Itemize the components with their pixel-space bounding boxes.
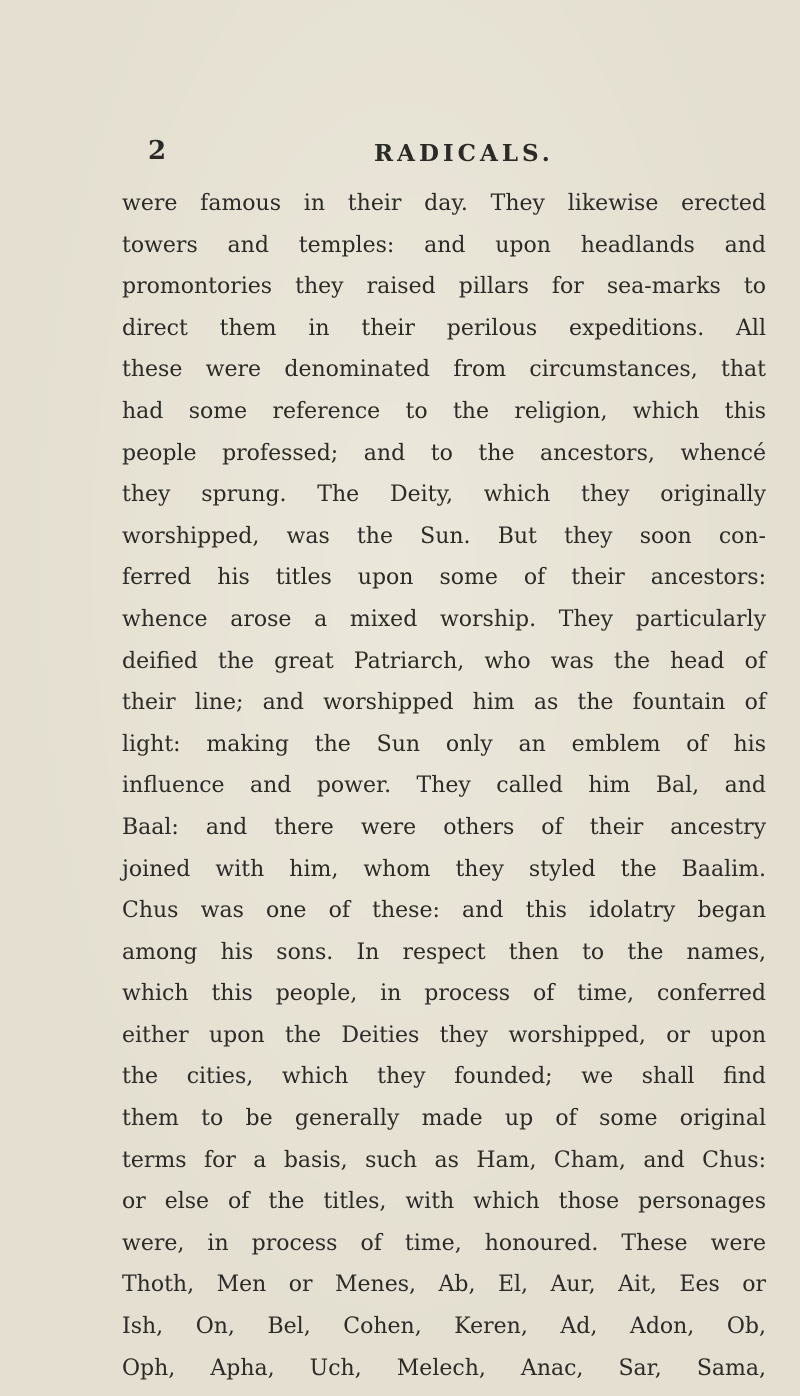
text-line: promontories they raised pillars for sea-marks to xyxy=(122,274,766,300)
body-text xyxy=(122,183,766,1389)
text-line: whence arose a mixed worship. They particularly xyxy=(122,606,766,632)
text-line: the cities, which they founded; we shall find xyxy=(122,1064,766,1090)
text-line: direct them in their perilous expeditions. All xyxy=(122,315,766,341)
text-line: these were denominated from circumstances, that xyxy=(122,357,766,383)
text-line: joined with him, whom they styled the Baalim. xyxy=(122,856,766,882)
text-line: towers and temples: and upon headlands and xyxy=(122,232,766,258)
text-line: or else of the titles, with which those personages xyxy=(122,1189,766,1215)
text-line: influence and power. They called him Bal, and xyxy=(122,773,766,799)
text-line: Thoth, Men or Menes, Ab, El, Aur, Ait, Ees or xyxy=(122,1272,766,1298)
text-line: worshipped, was the Sun. But they soon con- xyxy=(122,523,766,549)
text-line: deified the great Patriarch, who was the head of xyxy=(122,648,766,674)
text-line: them to be generally made up of some original xyxy=(122,1106,766,1132)
page-header xyxy=(136,136,766,176)
text-line: Oph, Apha, Uch, Melech, Anac, Sar, Sama, xyxy=(122,1355,766,1381)
text-line: ferred his titles upon some of their ancestors: xyxy=(122,565,766,591)
text-line: had some reference to the religion, which this xyxy=(122,398,766,424)
text-line: were, in process of time, honoured. These were xyxy=(122,1230,766,1256)
text-line: terms for a basis, such as Ham, Cham, and Chus: xyxy=(122,1147,766,1173)
text-line: light: making the Sun only an emblem of his xyxy=(122,731,766,757)
page-number: 2 xyxy=(148,136,167,166)
text-line: their line; and worshipped him as the fountain of xyxy=(122,690,766,716)
text-line: Ish, On, Bel, Cohen, Keren, Ad, Adon, Ob, xyxy=(122,1314,766,1340)
text-line: among his sons. In respect then to the names, xyxy=(122,939,766,965)
text-line: Chus was one of these: and this idolatry began xyxy=(122,898,766,924)
text-line: which this people, in process of time, conferred xyxy=(122,981,766,1007)
text-line: they sprung. The Deity, which they originally xyxy=(122,482,766,508)
text-line: were famous in their day. They likewise erected xyxy=(122,191,766,216)
text-line: either upon the Deities they worshipped, or upon xyxy=(122,1022,766,1048)
running-head: RADICALS. xyxy=(374,140,554,167)
text-line: people professed; and to the ancestors, whencé xyxy=(122,440,766,466)
text-line: Baal: and there were others of their ancestry xyxy=(122,814,766,840)
